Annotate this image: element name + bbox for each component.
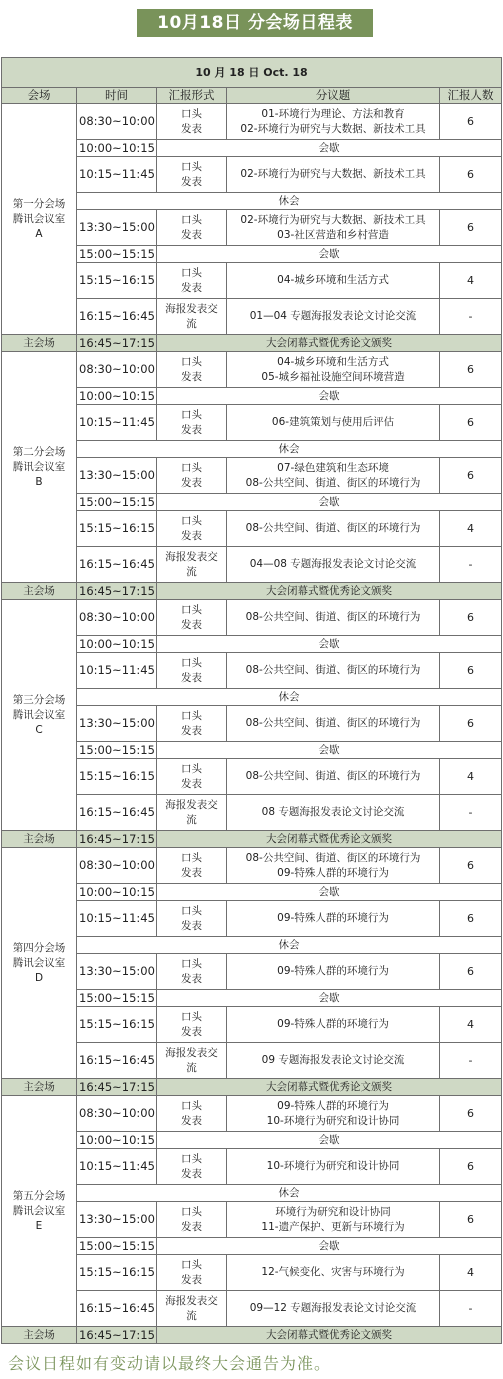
venue-cell <box>2 848 77 1079</box>
presenter-count: 6 <box>440 706 502 742</box>
footer-note: 会议日程如有变动请以最终大会通告为准。 <box>8 1354 332 1373</box>
format-label: 发表 <box>181 1167 202 1180</box>
break-row <box>2 1238 502 1255</box>
time-cell: 13:30~15:00 <box>77 1202 157 1238</box>
closing-event: 大会闭幕式暨优秀论文颁奖 <box>157 831 502 848</box>
time-cell: 10:00~10:15 <box>77 636 157 653</box>
time-cell: 08:30~10:00 <box>77 104 157 140</box>
format-label: 发表 <box>181 1273 202 1286</box>
format-label: 口头 <box>181 408 202 421</box>
closing-ceremony-row <box>2 583 502 600</box>
venue-label: 腾讯会议室 <box>12 1204 66 1217</box>
closing-time: 16:45~17:15 <box>77 1079 157 1096</box>
session-row <box>2 157 502 193</box>
topic-cell <box>227 759 440 795</box>
break-row <box>2 742 502 759</box>
time-cell: 13:30~15:00 <box>77 210 157 246</box>
closing-venue: 主会场 <box>2 831 77 848</box>
session-row <box>2 263 502 299</box>
session-row <box>2 299 502 335</box>
presenter-count: 6 <box>440 848 502 884</box>
time-cell: 15:15~16:15 <box>77 1007 157 1043</box>
topic-label: 08 专题海报发表论文讨论交流 <box>261 806 405 818</box>
format-label: 发表 <box>181 476 202 489</box>
format-label: 口头 <box>181 461 202 474</box>
closing-time: 16:45~17:15 <box>77 583 157 600</box>
format-cell <box>157 547 227 583</box>
presenter-count: 6 <box>440 1202 502 1238</box>
break-row <box>2 388 502 405</box>
format-cell <box>157 458 227 494</box>
time-cell: 13:30~15:00 <box>77 458 157 494</box>
session-row <box>2 1202 502 1238</box>
format-label: 口头 <box>181 656 202 669</box>
time-cell: 15:00~15:15 <box>77 990 157 1007</box>
format-label: 发表 <box>181 866 202 879</box>
topic-label: 10-环境行为研究和设计协同 <box>266 1160 400 1172</box>
topic-label: 08-公共空间、街道、街区的环境行为 <box>245 522 421 534</box>
break-label: 会歇 <box>157 494 502 511</box>
presenter-count: 4 <box>440 1255 502 1291</box>
format-cell <box>157 1043 227 1079</box>
time-cell: 08:30~10:00 <box>77 848 157 884</box>
format-label: 发表 <box>181 228 202 241</box>
break-label: 会歇 <box>157 246 502 263</box>
format-label: 发表 <box>181 370 202 383</box>
presenter-count: 6 <box>440 653 502 689</box>
break-row <box>2 494 502 511</box>
topic-cell <box>227 1043 440 1079</box>
format-cell <box>157 104 227 140</box>
venue-cell <box>2 600 77 831</box>
venue-label: E <box>35 1219 43 1232</box>
closing-time: 16:45~17:15 <box>77 335 157 352</box>
format-label: 流 <box>186 1309 197 1322</box>
time-cell: 13:30~15:00 <box>77 706 157 742</box>
topic-cell <box>227 653 440 689</box>
venue-label: D <box>34 971 44 984</box>
format-cell <box>157 299 227 335</box>
format-cell <box>157 706 227 742</box>
topic-label: 环境行为研究和设计协同 <box>275 1205 391 1218</box>
format-label: 口头 <box>181 514 202 527</box>
session-row <box>2 954 502 990</box>
time-cell: 16:15~16:45 <box>77 1043 157 1079</box>
venue-cell <box>2 104 77 335</box>
format-cell <box>157 210 227 246</box>
time-cell: 13:30~15:00 <box>77 954 157 990</box>
time-cell: 15:00~15:15 <box>77 742 157 759</box>
topic-cell <box>227 299 440 335</box>
time-cell: 08:30~10:00 <box>77 352 157 388</box>
time-cell: 10:15~11:45 <box>77 1149 157 1185</box>
time-cell: 15:00~15:15 <box>77 246 157 263</box>
topic-label: 06-建筑策划与使用后评估 <box>271 416 395 428</box>
format-cell <box>157 405 227 441</box>
presenter-count: 4 <box>440 1007 502 1043</box>
presenter-count: - <box>440 795 502 831</box>
topic-label: 09—12 专题海报发表论文讨论交流 <box>249 1302 417 1314</box>
venue-label: 第四分会场 <box>12 941 66 954</box>
format-cell <box>157 1202 227 1238</box>
format-label: 海报发表交 <box>165 302 218 315</box>
session-row <box>2 547 502 583</box>
break-row <box>2 246 502 263</box>
topic-cell <box>227 1291 440 1327</box>
time-cell: 10:15~11:45 <box>77 901 157 937</box>
presenter-count: 6 <box>440 954 502 990</box>
format-label: 发表 <box>181 122 202 135</box>
venue-label: 第五分会场 <box>12 1189 66 1202</box>
format-label: 发表 <box>181 175 202 188</box>
presenter-count: 6 <box>440 600 502 636</box>
table-date-title: 10 月 18 日 Oct. 18 <box>2 58 502 88</box>
closing-ceremony-row <box>2 335 502 352</box>
topic-label: 09-特殊人群的环境行为 <box>277 965 389 977</box>
topic-label: 08-公共空间、街道、街区的环境行为 <box>245 611 421 623</box>
format-label: 口头 <box>181 213 202 226</box>
time-cell: 15:15~16:15 <box>77 263 157 299</box>
time-cell: 16:15~16:45 <box>77 547 157 583</box>
topic-label: 11-遗产保护、更新与环境行为 <box>261 1220 405 1233</box>
topic-label: 08-公共空间、街道、街区的环境行为 <box>245 476 421 489</box>
time-cell: 08:30~10:00 <box>77 1096 157 1132</box>
format-cell <box>157 759 227 795</box>
break-label: 会歇 <box>157 990 502 1007</box>
topic-cell <box>227 901 440 937</box>
presenter-count: - <box>440 299 502 335</box>
format-label: 发表 <box>181 919 202 932</box>
session-row <box>2 706 502 742</box>
venue-label: 腾讯会议室 <box>12 708 66 721</box>
topic-label: 04-城乡环境和生活方式 <box>277 274 389 286</box>
presenter-count: 4 <box>440 759 502 795</box>
format-label: 口头 <box>181 1258 202 1271</box>
closing-ceremony-row <box>2 831 502 848</box>
format-label: 口头 <box>181 1205 202 1218</box>
format-label: 发表 <box>181 618 202 631</box>
format-cell <box>157 1007 227 1043</box>
format-label: 发表 <box>181 671 202 684</box>
closing-event: 大会闭幕式暨优秀论文颁奖 <box>157 335 502 352</box>
time-cell: 10:00~10:15 <box>77 388 157 405</box>
break-row <box>2 140 502 157</box>
session-row <box>2 104 502 140</box>
session-row <box>2 1043 502 1079</box>
break-row <box>2 884 502 901</box>
format-label: 流 <box>186 813 197 826</box>
time-cell: 10:00~10:15 <box>77 1132 157 1149</box>
format-label: 海报发表交 <box>165 1046 218 1059</box>
topic-cell <box>227 547 440 583</box>
page-title: 10月18日 分会场日程表 <box>137 9 373 37</box>
format-label: 发表 <box>181 724 202 737</box>
format-label: 口头 <box>181 355 202 368</box>
format-cell <box>157 1149 227 1185</box>
break-row <box>2 990 502 1007</box>
presenter-count: 6 <box>440 210 502 246</box>
venue-label: 第一分会场 <box>12 197 66 210</box>
format-label: 发表 <box>181 529 202 542</box>
presenter-count: 6 <box>440 901 502 937</box>
format-cell <box>157 600 227 636</box>
closing-event: 大会闭幕式暨优秀论文颁奖 <box>157 1079 502 1096</box>
lunch-break-row <box>2 937 502 954</box>
session-row <box>2 848 502 884</box>
format-label: 海报发表交 <box>165 550 218 563</box>
closing-venue: 主会场 <box>2 583 77 600</box>
venue-label: B <box>35 475 43 488</box>
topic-cell <box>227 210 440 246</box>
format-label: 口头 <box>181 1152 202 1165</box>
topic-label: 05-城乡福祉设施空间环境营造 <box>261 370 405 383</box>
format-label: 口头 <box>181 851 202 864</box>
lunch-break-label: 休会 <box>77 441 502 458</box>
session-row <box>2 511 502 547</box>
format-label: 口头 <box>181 709 202 722</box>
format-cell <box>157 157 227 193</box>
lunch-break-label: 休会 <box>77 1185 502 1202</box>
break-label: 会歇 <box>157 1132 502 1149</box>
topic-label: 09-特殊人群的环境行为 <box>277 1018 389 1030</box>
format-label: 发表 <box>181 423 202 436</box>
venue-label: 第二分会场 <box>12 445 66 458</box>
session-row <box>2 1096 502 1132</box>
closing-venue: 主会场 <box>2 335 77 352</box>
column-header: 分议题 <box>227 88 440 104</box>
time-cell: 16:15~16:45 <box>77 1291 157 1327</box>
time-cell: 15:15~16:15 <box>77 511 157 547</box>
presenter-count: 6 <box>440 352 502 388</box>
topic-label: 02-环境行为研究与大数据、新技术工具 <box>240 168 426 180</box>
closing-venue: 主会场 <box>2 1079 77 1096</box>
topic-label: 04—08 专题海报发表论文讨论交流 <box>249 558 417 570</box>
time-cell: 10:15~11:45 <box>77 405 157 441</box>
session-row <box>2 1007 502 1043</box>
presenter-count: 6 <box>440 1096 502 1132</box>
column-header: 汇报人数 <box>440 88 502 104</box>
topic-label: 09-特殊人群的环境行为 <box>277 1099 389 1112</box>
presenter-count: - <box>440 1291 502 1327</box>
topic-cell <box>227 795 440 831</box>
break-label: 会歇 <box>157 1238 502 1255</box>
topic-cell <box>227 1007 440 1043</box>
format-label: 发表 <box>181 1220 202 1233</box>
topic-label: 02-环境行为研究与大数据、新技术工具 <box>240 213 426 226</box>
presenter-count: 6 <box>440 405 502 441</box>
time-cell: 15:00~15:15 <box>77 1238 157 1255</box>
topic-cell <box>227 954 440 990</box>
topic-label: 04-城乡环境和生活方式 <box>277 355 389 368</box>
time-cell: 10:00~10:15 <box>77 140 157 157</box>
topic-cell <box>227 104 440 140</box>
format-cell <box>157 795 227 831</box>
presenter-count: - <box>440 1043 502 1079</box>
venue-cell <box>2 1096 77 1327</box>
table-date-header-row <box>2 58 502 88</box>
format-cell <box>157 1096 227 1132</box>
break-label: 会歇 <box>157 636 502 653</box>
venue-label: 腾讯会议室 <box>12 212 66 225</box>
time-cell: 16:15~16:45 <box>77 299 157 335</box>
presenter-count: 6 <box>440 458 502 494</box>
time-cell: 10:00~10:15 <box>77 884 157 901</box>
format-label: 发表 <box>181 1025 202 1038</box>
format-label: 发表 <box>181 1114 202 1127</box>
topic-cell <box>227 511 440 547</box>
topic-label: 09-特殊人群的环境行为 <box>277 912 389 924</box>
topic-label: 08-公共空间、街道、街区的环境行为 <box>245 717 421 729</box>
format-cell <box>157 1291 227 1327</box>
topic-label: 07-绿色建筑和生态环境 <box>277 461 389 474</box>
presenter-count: - <box>440 547 502 583</box>
break-label: 会歇 <box>157 140 502 157</box>
closing-event: 大会闭幕式暨优秀论文颁奖 <box>157 1327 502 1344</box>
column-header-row <box>2 88 502 104</box>
format-label: 发表 <box>181 972 202 985</box>
topic-label: 01—04 专题海报发表论文讨论交流 <box>249 310 417 322</box>
topic-cell <box>227 405 440 441</box>
lunch-break-label: 休会 <box>77 193 502 210</box>
closing-time: 16:45~17:15 <box>77 1327 157 1344</box>
topic-label: 09 专题海报发表论文讨论交流 <box>261 1054 405 1066</box>
format-cell <box>157 263 227 299</box>
lunch-break-row <box>2 193 502 210</box>
format-label: 口头 <box>181 603 202 616</box>
topic-label: 08-公共空间、街道、街区的环境行为 <box>245 851 421 864</box>
time-cell: 10:15~11:45 <box>77 653 157 689</box>
topic-label: 01-环境行为理论、方法和教育 <box>261 107 405 120</box>
topic-label: 12-气候变化、灾害与环境行为 <box>261 1266 405 1278</box>
format-label: 口头 <box>181 266 202 279</box>
column-header: 汇报形式 <box>157 88 227 104</box>
closing-time: 16:45~17:15 <box>77 831 157 848</box>
presenter-count: 6 <box>440 104 502 140</box>
venue-label: 腾讯会议室 <box>12 956 66 969</box>
topic-cell <box>227 1202 440 1238</box>
lunch-break-row <box>2 441 502 458</box>
break-row <box>2 636 502 653</box>
format-cell <box>157 352 227 388</box>
time-cell: 10:15~11:45 <box>77 157 157 193</box>
break-label: 会歇 <box>157 388 502 405</box>
presenter-count: 4 <box>440 263 502 299</box>
break-row <box>2 1132 502 1149</box>
session-row <box>2 352 502 388</box>
session-row <box>2 1149 502 1185</box>
topic-label: 10-环境行为研究和设计协同 <box>266 1114 400 1127</box>
session-row <box>2 405 502 441</box>
presenter-count: 4 <box>440 511 502 547</box>
topic-cell <box>227 848 440 884</box>
format-cell <box>157 848 227 884</box>
venue-label: 第三分会场 <box>12 693 66 706</box>
format-label: 流 <box>186 317 197 330</box>
format-label: 口头 <box>181 107 202 120</box>
time-cell: 08:30~10:00 <box>77 600 157 636</box>
session-row <box>2 653 502 689</box>
lunch-break-label: 休会 <box>77 689 502 706</box>
closing-venue: 主会场 <box>2 1327 77 1344</box>
session-row <box>2 210 502 246</box>
presenter-count: 6 <box>440 157 502 193</box>
topic-cell <box>227 1149 440 1185</box>
format-label: 口头 <box>181 1099 202 1112</box>
title-area <box>0 0 503 48</box>
lunch-break-label: 休会 <box>77 937 502 954</box>
venue-label: C <box>35 723 43 736</box>
closing-ceremony-row <box>2 1327 502 1344</box>
closing-ceremony-row <box>2 1079 502 1096</box>
format-cell <box>157 511 227 547</box>
time-cell: 15:15~16:15 <box>77 1255 157 1291</box>
topic-label: 08-公共空间、街道、街区的环境行为 <box>245 770 421 782</box>
venue-cell <box>2 352 77 583</box>
topic-cell <box>227 458 440 494</box>
format-label: 口头 <box>181 762 202 775</box>
topic-label: 02-环境行为研究与大数据、新技术工具 <box>240 122 426 135</box>
session-row <box>2 901 502 937</box>
topic-label: 09-特殊人群的环境行为 <box>277 866 389 879</box>
session-row <box>2 759 502 795</box>
topic-cell <box>227 263 440 299</box>
topic-cell <box>227 1255 440 1291</box>
topic-label: 03-社区营造和乡村营造 <box>277 228 389 241</box>
topic-cell <box>227 600 440 636</box>
topic-cell <box>227 706 440 742</box>
break-label: 会歇 <box>157 742 502 759</box>
session-row <box>2 458 502 494</box>
format-label: 发表 <box>181 777 202 790</box>
session-row <box>2 1291 502 1327</box>
format-label: 发表 <box>181 281 202 294</box>
session-row <box>2 600 502 636</box>
format-cell <box>157 901 227 937</box>
topic-label: 08-公共空间、街道、街区的环境行为 <box>245 664 421 676</box>
format-label: 海报发表交 <box>165 1294 218 1307</box>
time-cell: 16:15~16:45 <box>77 795 157 831</box>
topic-cell <box>227 157 440 193</box>
column-header: 会场 <box>2 88 77 104</box>
topic-cell <box>227 1096 440 1132</box>
format-label: 口头 <box>181 904 202 917</box>
schedule-table <box>1 57 502 1344</box>
format-label: 口头 <box>181 957 202 970</box>
session-row <box>2 1255 502 1291</box>
format-label: 流 <box>186 565 197 578</box>
format-label: 口头 <box>181 160 202 173</box>
venue-label: 腾讯会议室 <box>12 460 66 473</box>
format-cell <box>157 653 227 689</box>
closing-event: 大会闭幕式暨优秀论文颁奖 <box>157 583 502 600</box>
format-label: 流 <box>186 1061 197 1074</box>
format-cell <box>157 1255 227 1291</box>
lunch-break-row <box>2 1185 502 1202</box>
format-cell <box>157 954 227 990</box>
break-label: 会歇 <box>157 884 502 901</box>
topic-cell <box>227 352 440 388</box>
column-header: 时间 <box>77 88 157 104</box>
lunch-break-row <box>2 689 502 706</box>
format-label: 海报发表交 <box>165 798 218 811</box>
time-cell: 15:00~15:15 <box>77 494 157 511</box>
venue-label: A <box>35 227 43 240</box>
time-cell: 15:15~16:15 <box>77 759 157 795</box>
session-row <box>2 795 502 831</box>
format-label: 口头 <box>181 1010 202 1023</box>
presenter-count: 6 <box>440 1149 502 1185</box>
